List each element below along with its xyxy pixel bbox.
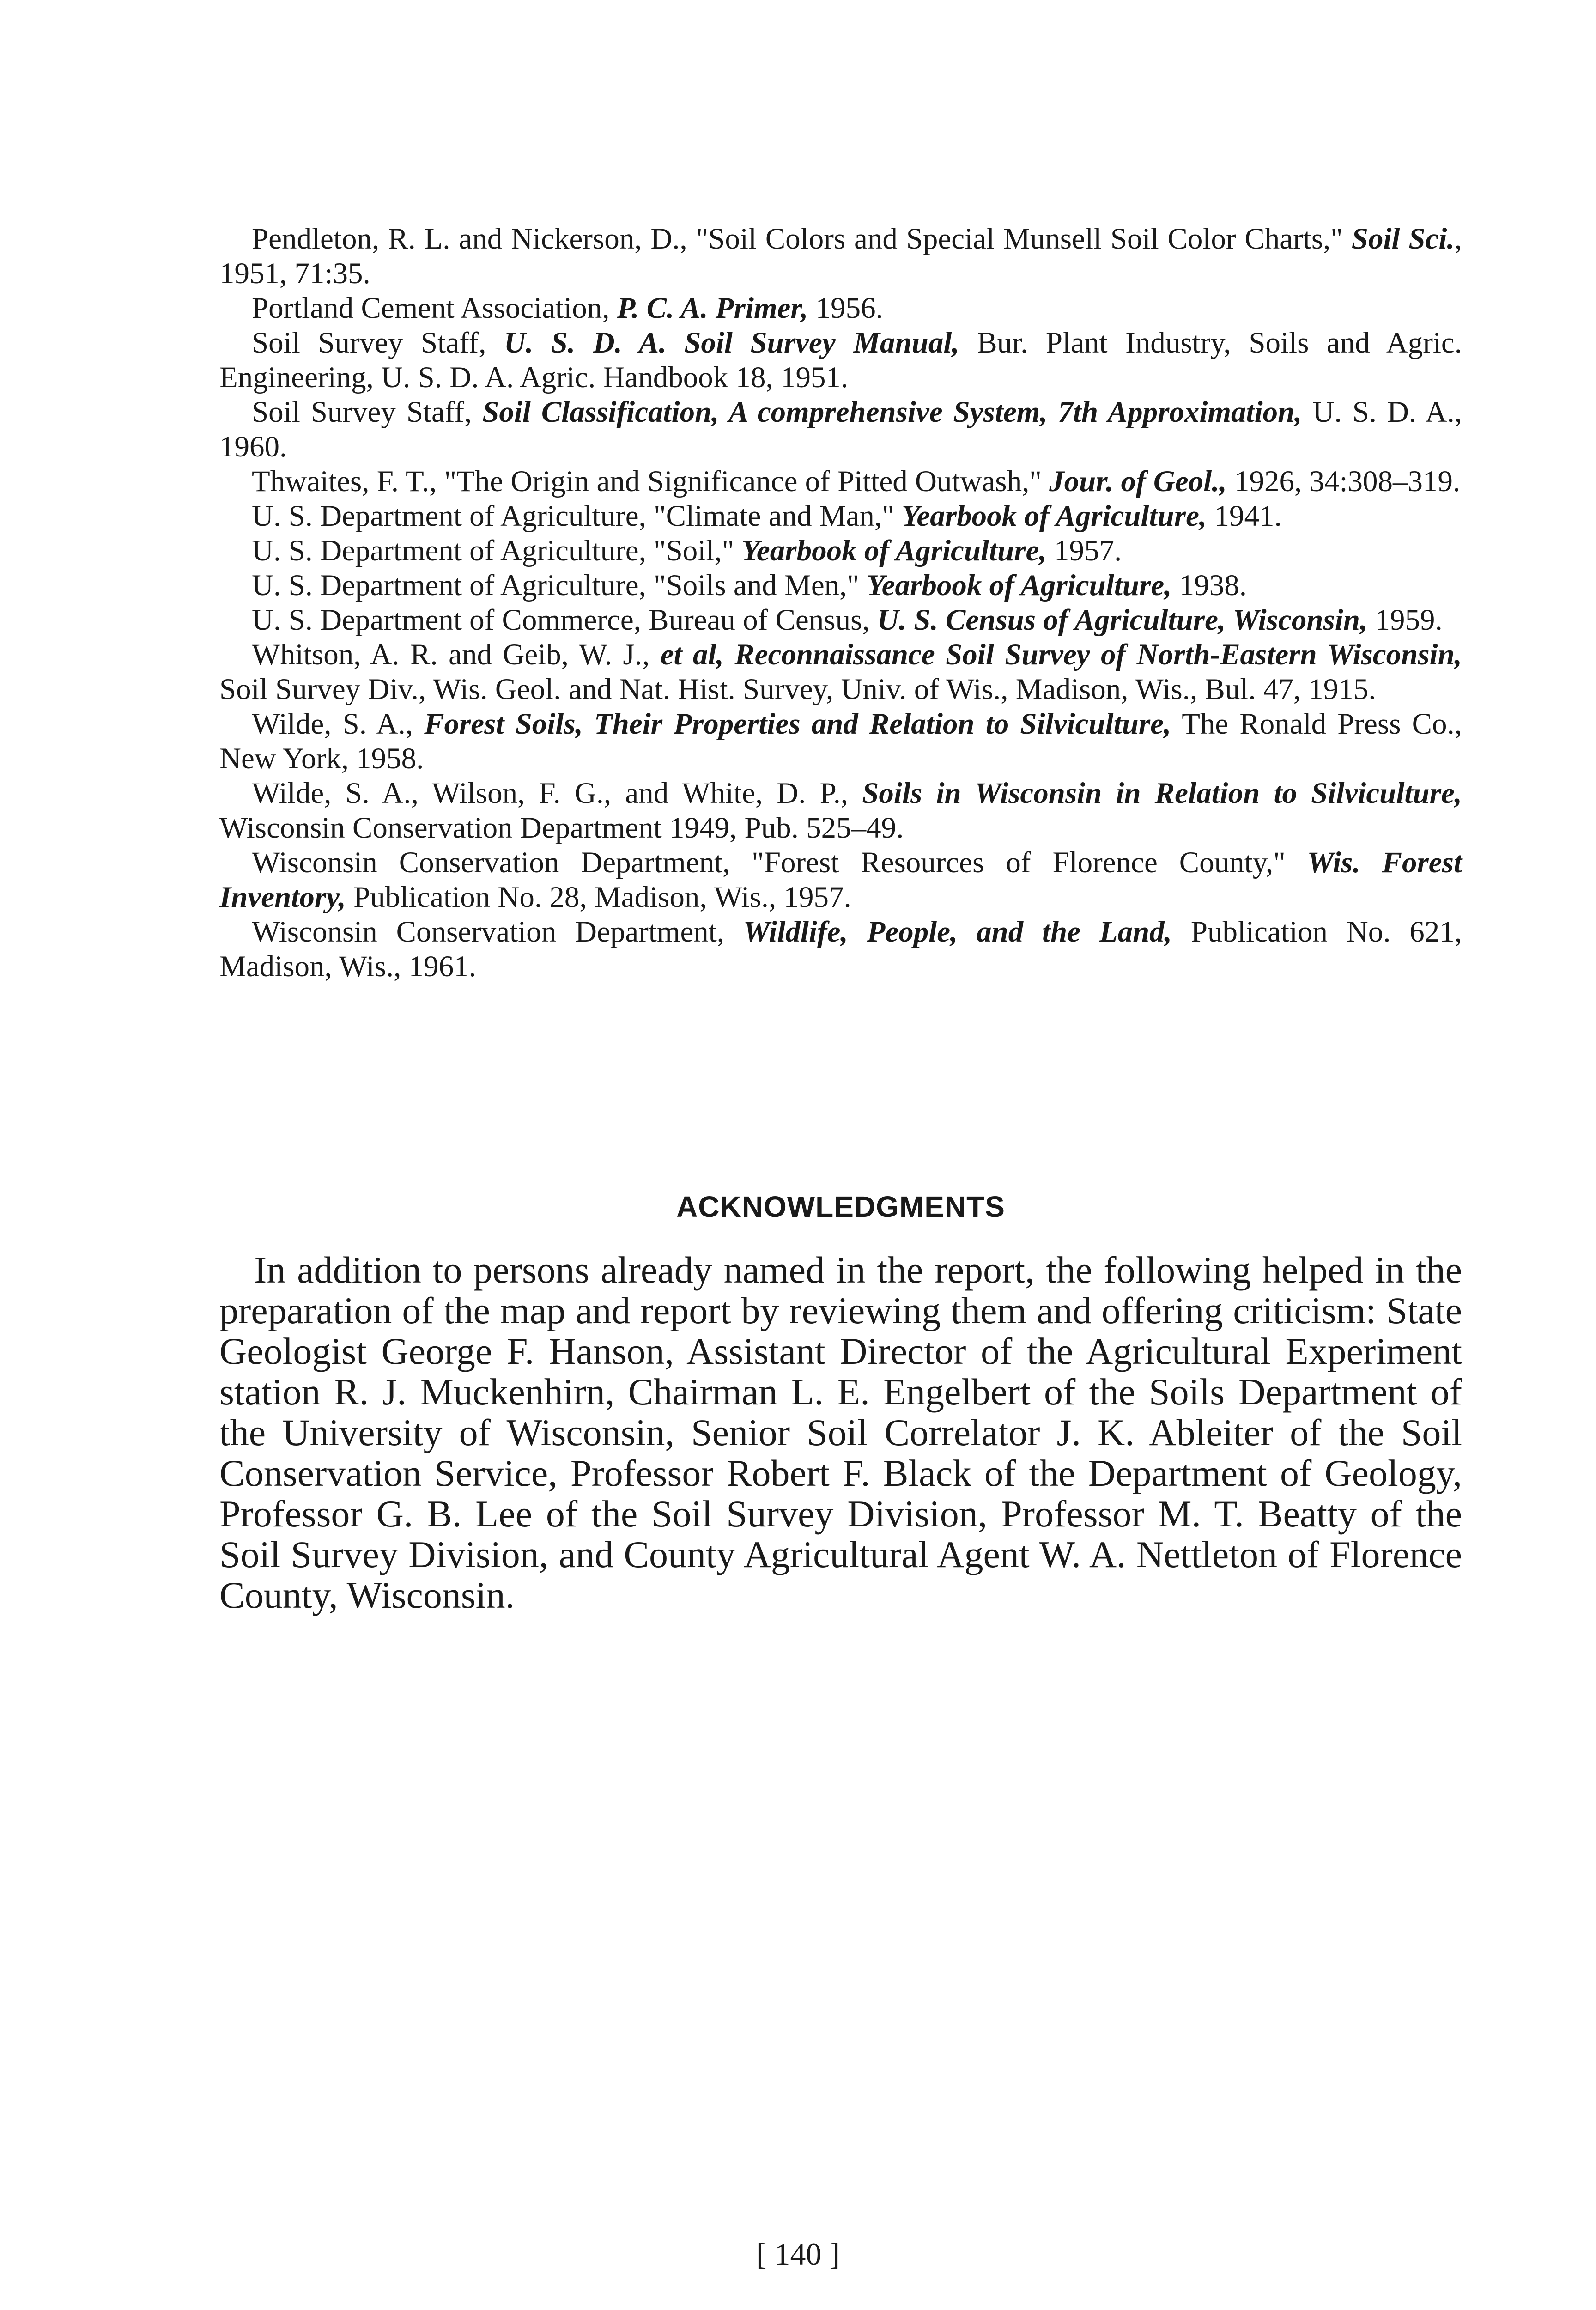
reference-text: Wisconsin Conservation Department, [252, 915, 743, 948]
reference-text: Whitson, A. R. and Geib, W. J., [252, 638, 661, 671]
references-list [219, 222, 1462, 984]
reference-title: U. S. D. A. Soil Survey Manual, [504, 326, 959, 359]
reference-text: U. S. Department of Agriculture, "Climate and Man," [252, 499, 902, 533]
reference-entry [219, 915, 1462, 984]
reference-text: , 1951, 71:35. [219, 222, 1462, 290]
reference-entry [219, 499, 1462, 534]
reference-text: Wilde, S. A., Wilson, F. G., and White, D. P., [252, 777, 862, 810]
reference-text: Soil Survey Div., Wis. Geol. and Nat. Hist. Survey, Univ. of Wis., Madison, Wis., Bul. 47, 1915. [219, 673, 1376, 706]
reference-title: Soil Sci. [1351, 222, 1455, 255]
reference-text: Thwaites, F. T., "The Origin and Significance of Pitted Outwash," [252, 465, 1050, 498]
reference-title: Soil Classification, A comprehensive System, 7th Approximation, [482, 395, 1302, 429]
reference-text: Portland Cement Association, [252, 292, 617, 325]
acknowledgments-heading: ACKNOWLEDGMENTS [676, 1190, 1005, 1223]
reference-text: U. S. D. A., 1960. [219, 395, 1462, 463]
reference-title: Wildlife, People, and the Land, [743, 915, 1172, 948]
reference-title: Forest Soils, Their Properties and Relation to Silviculture, [424, 707, 1171, 741]
reference-entry [219, 395, 1462, 464]
reference-entry [219, 638, 1462, 707]
reference-text: Soil Survey Staff, [252, 326, 504, 359]
reference-title: et al, Reconnaissance Soil Survey of North-Eastern Wisconsin, [660, 638, 1462, 671]
reference-text: Soil Survey Staff, [252, 395, 483, 429]
reference-text: The Ronald Press Co., New York, 1958. [219, 707, 1462, 775]
reference-entry [219, 707, 1462, 776]
reference-entry [219, 603, 1462, 638]
reference-text: 1938. [1171, 569, 1247, 602]
reference-title: U. S. Census of Agriculture, Wisconsin, [877, 603, 1368, 637]
reference-text: Bur. Plant Industry, Soils and Agric. Engineering, U. S. D. A. Agric. Handbook 18, 1951. [219, 326, 1462, 394]
reference-title: P. C. A. Primer, [617, 292, 808, 325]
reference-text: U. S. Department of Agriculture, "Soil," [252, 534, 742, 567]
reference-text: 1957. [1046, 534, 1122, 567]
reference-entry [219, 776, 1462, 845]
reference-text: 1956. [808, 292, 883, 325]
reference-text: 1959. [1367, 603, 1443, 637]
reference-text: 1941. [1207, 499, 1282, 533]
reference-title: Yearbook of Agriculture, [901, 499, 1207, 533]
reference-text: Wilde, S. A., [252, 707, 425, 741]
reference-entry [219, 845, 1462, 915]
reference-entry [219, 568, 1462, 603]
reference-text: U. S. Department of Agriculture, "Soils and Men," [252, 569, 867, 602]
reference-text: Wisconsin Conservation Department 1949, Pub. 525–49. [219, 811, 904, 845]
reference-entry [219, 291, 1462, 326]
reference-entry [219, 464, 1462, 499]
reference-title: Soils in Wisconsin in Relation to Silviculture, [862, 777, 1462, 810]
reference-text: Wisconsin Conservation Department, "Forest Resources of Florence County," [252, 846, 1307, 879]
reference-title: Yearbook of Agriculture, [741, 534, 1047, 567]
page-number: [ 140 ] [756, 2237, 840, 2272]
acknowledgments-body: In addition to persons already named in the report, the following helped in the preparation of the map and report by reviewing them and offering criticism: State Geologist George F. Hanson, Assistant Director of the Agricultural Experiment station R. J. Muckenhirn, Chairman L. E. Engelbert of the Soils Department of the University of Wisconsin, Senior Soil Correlator J. K. Ableiter of the Soil Conservation Service, Professor Robert F. Black of the Department of Geology, Professor G. B. Lee of the Soil Survey Division, Professor M. T. Beatty of the Soil Survey Division, and County Agricultural Agent W. A. Nettleton of Florence County, Wisconsin. [219, 1249, 1462, 1616]
reference-text: Publication No. 621, Madison, Wis., 1961. [219, 915, 1462, 983]
reference-text: Publication No. 28, Madison, Wis., 1957. [346, 881, 851, 914]
reference-entry [219, 326, 1462, 395]
reference-entry [219, 222, 1462, 291]
reference-text: U. S. Department of Commerce, Bureau of Census, [252, 603, 877, 637]
reference-text: Pendleton, R. L. and Nickerson, D., "Soil Colors and Special Munsell Soil Color Charts," [252, 222, 1352, 255]
reference-text: 1926, 34:308–319. [1226, 465, 1461, 498]
reference-title: Jour. of Geol., [1049, 465, 1227, 498]
reference-title: Yearbook of Agriculture, [867, 569, 1172, 602]
reference-title: Wis. Forest Inventory, [219, 846, 1462, 914]
reference-entry [219, 534, 1462, 568]
